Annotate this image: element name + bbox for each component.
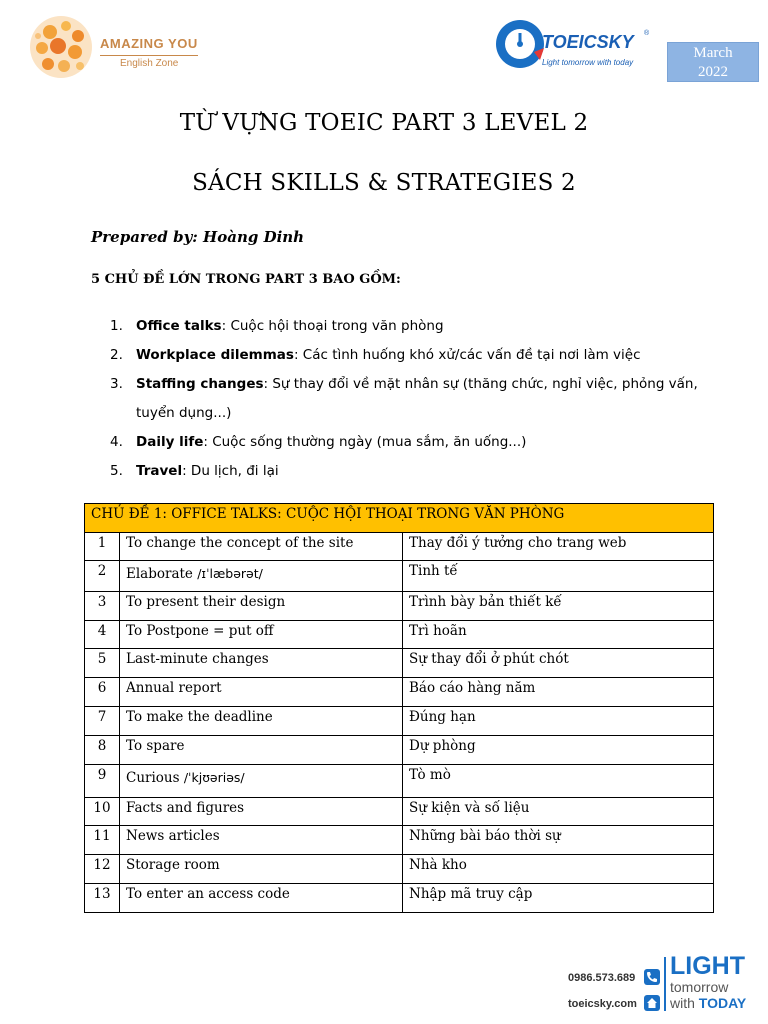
list-item-term: Workplace dilemmas — [136, 347, 294, 363]
row-number: 7 — [85, 707, 120, 736]
english-term: Annual report — [126, 680, 222, 696]
row-number: 3 — [85, 592, 120, 621]
row-number: 12 — [85, 855, 120, 884]
list-item-description: : Các tình huống khó xử/các vấn đề tại nơi làm việc — [293, 347, 641, 363]
list-item-number: 2. — [110, 347, 123, 363]
vietnamese-meaning: Thay đổi ý tưởng cho trang web — [403, 533, 714, 561]
date-year: 2022 — [698, 64, 728, 80]
table-row — [85, 798, 714, 826]
toeicsky-logo — [494, 14, 664, 76]
table-row — [85, 592, 714, 621]
list-item-description: : Sự thay đổi về mặt nhân sự (thăng chức, nghỉ việc, phỏng vấn, tuyển dụng...) — [136, 376, 698, 421]
english-term-cell — [120, 678, 403, 707]
topics-heading: 5 CHỦ ĐỀ LỚN TRONG PART 3 BAO GỒM: — [91, 272, 401, 287]
vietnamese-meaning: Sự kiện và số liệu — [403, 798, 714, 826]
vietnamese-meaning: Nhà kho — [403, 855, 714, 884]
vietnamese-meaning: Sự thay đổi ở phút chót — [403, 649, 714, 678]
table-row — [85, 621, 714, 649]
list-item-number: 5. — [110, 463, 123, 479]
english-term-cell — [120, 884, 403, 913]
vietnamese-meaning: Trình bày bản thiết kế — [403, 592, 714, 621]
logo-divider — [100, 55, 198, 56]
toeicsky-clock-icon — [494, 18, 546, 70]
document-subtitle: SÁCH SKILLS & STRATEGIES 2 — [192, 170, 576, 196]
vietnamese-meaning: Tinh tế — [403, 561, 714, 592]
table-header-row — [85, 504, 714, 533]
english-term-cell — [120, 621, 403, 649]
table-row — [85, 855, 714, 884]
english-term: Storage room — [126, 857, 220, 873]
list-item-description: : Cuộc sống thường ngày (mua sắm, ăn uống...) — [203, 434, 527, 450]
table-row — [85, 561, 714, 592]
english-term-cell — [120, 826, 403, 855]
row-number: 10 — [85, 798, 120, 826]
list-item-number: 1. — [110, 318, 123, 334]
english-term-cell — [120, 855, 403, 884]
amazing-you-subtitle: English Zone — [120, 58, 179, 69]
row-number: 1 — [85, 533, 120, 561]
english-term: Elaborate — [126, 566, 193, 582]
list-item-number: 3. — [110, 376, 123, 392]
table-row — [85, 678, 714, 707]
amazing-you-name: AMAZING YOU — [100, 36, 198, 51]
slogan-tomorrow: tomorrow — [670, 979, 729, 995]
registered-mark: ® — [644, 30, 650, 37]
ipa-pronunciation: /ɪˈlæbərət/ — [197, 566, 263, 581]
footer-website: toeicsky.com — [568, 998, 637, 1010]
list-item — [110, 312, 710, 341]
english-term: Facts and figures — [126, 800, 245, 816]
vocabulary-table — [84, 503, 714, 913]
vietnamese-meaning: Tò mò — [403, 765, 714, 798]
list-item — [110, 457, 710, 486]
ipa-pronunciation: /ˈkjʊəriəs/ — [183, 770, 245, 785]
table-row — [85, 765, 714, 798]
table-row — [85, 884, 714, 913]
vietnamese-meaning: Đúng hạn — [403, 707, 714, 736]
toeicsky-slogan: Light tomorrow with today — [542, 58, 634, 67]
amazing-you-logo — [28, 14, 208, 80]
row-number: 9 — [85, 765, 120, 798]
table-row — [85, 736, 714, 765]
english-term: To enter an access code — [126, 886, 290, 902]
row-number: 2 — [85, 561, 120, 592]
list-item — [110, 428, 710, 457]
table-header: CHỦ ĐỀ 1: OFFICE TALKS: CUỘC HỘI THOẠI TRONG VĂN PHÒNG — [85, 504, 714, 533]
footer-divider — [664, 957, 666, 1011]
document-title: TỪ VỰNG TOEIC PART 3 LEVEL 2 — [179, 110, 589, 136]
list-item-term: Travel — [136, 463, 183, 479]
list-item-description: : Du lịch, đi lại — [182, 463, 279, 479]
table-row — [85, 533, 714, 561]
row-number: 5 — [85, 649, 120, 678]
english-term-cell — [120, 592, 403, 621]
list-item — [110, 370, 710, 428]
english-term: Curious — [126, 770, 180, 786]
english-term-cell — [120, 707, 403, 736]
list-item — [110, 341, 710, 370]
english-term-cell — [120, 561, 403, 592]
toeicsky-name: TOEICSKY — [542, 32, 634, 52]
table-row — [85, 826, 714, 855]
english-term: To Postpone = put off — [126, 623, 274, 639]
phone-icon — [644, 969, 660, 985]
list-item-term: Staffing changes — [136, 376, 264, 392]
english-term: To make the deadline — [126, 709, 273, 725]
row-number: 6 — [85, 678, 120, 707]
row-number: 11 — [85, 826, 120, 855]
vietnamese-meaning: Nhập mã truy cập — [403, 884, 714, 913]
english-term-cell — [120, 533, 403, 561]
prepared-by: Prepared by: Hoàng Dinh — [91, 228, 305, 246]
english-term: Last-minute changes — [126, 651, 269, 667]
slogan-with: with — [670, 995, 695, 1011]
row-number: 13 — [85, 884, 120, 913]
footer-brand — [566, 952, 756, 1015]
amazing-you-globe-icon — [28, 14, 94, 80]
vietnamese-meaning: Trì hoãn — [403, 621, 714, 649]
english-term-cell — [120, 736, 403, 765]
table-row — [85, 649, 714, 678]
english-term: News articles — [126, 828, 220, 844]
english-term-cell — [120, 798, 403, 826]
row-number: 8 — [85, 736, 120, 765]
slogan-light: LIGHT — [670, 952, 745, 980]
english-term: To spare — [126, 738, 185, 754]
english-term-cell — [120, 765, 403, 798]
row-number: 4 — [85, 621, 120, 649]
english-term-cell — [120, 649, 403, 678]
list-item-number: 4. — [110, 434, 123, 450]
topic-list — [110, 312, 710, 486]
vietnamese-meaning: Báo cáo hàng năm — [403, 678, 714, 707]
home-icon — [644, 995, 660, 1011]
date-month: March — [693, 45, 733, 61]
table-row — [85, 707, 714, 736]
list-item-description: : Cuộc hội thoại trong văn phòng — [221, 318, 444, 334]
date-box — [667, 42, 759, 82]
list-item-term: Office talks — [136, 318, 222, 334]
slogan-with-today — [670, 996, 746, 1011]
english-term: To present their design — [126, 594, 286, 610]
slogan-today: TODAY — [698, 995, 747, 1011]
list-item-term: Daily life — [136, 434, 204, 450]
vietnamese-meaning: Dự phòng — [403, 736, 714, 765]
footer-phone: 0986.573.689 — [568, 972, 636, 984]
english-term: To change the concept of the site — [126, 535, 354, 551]
vietnamese-meaning: Những bài báo thời sự — [403, 826, 714, 855]
